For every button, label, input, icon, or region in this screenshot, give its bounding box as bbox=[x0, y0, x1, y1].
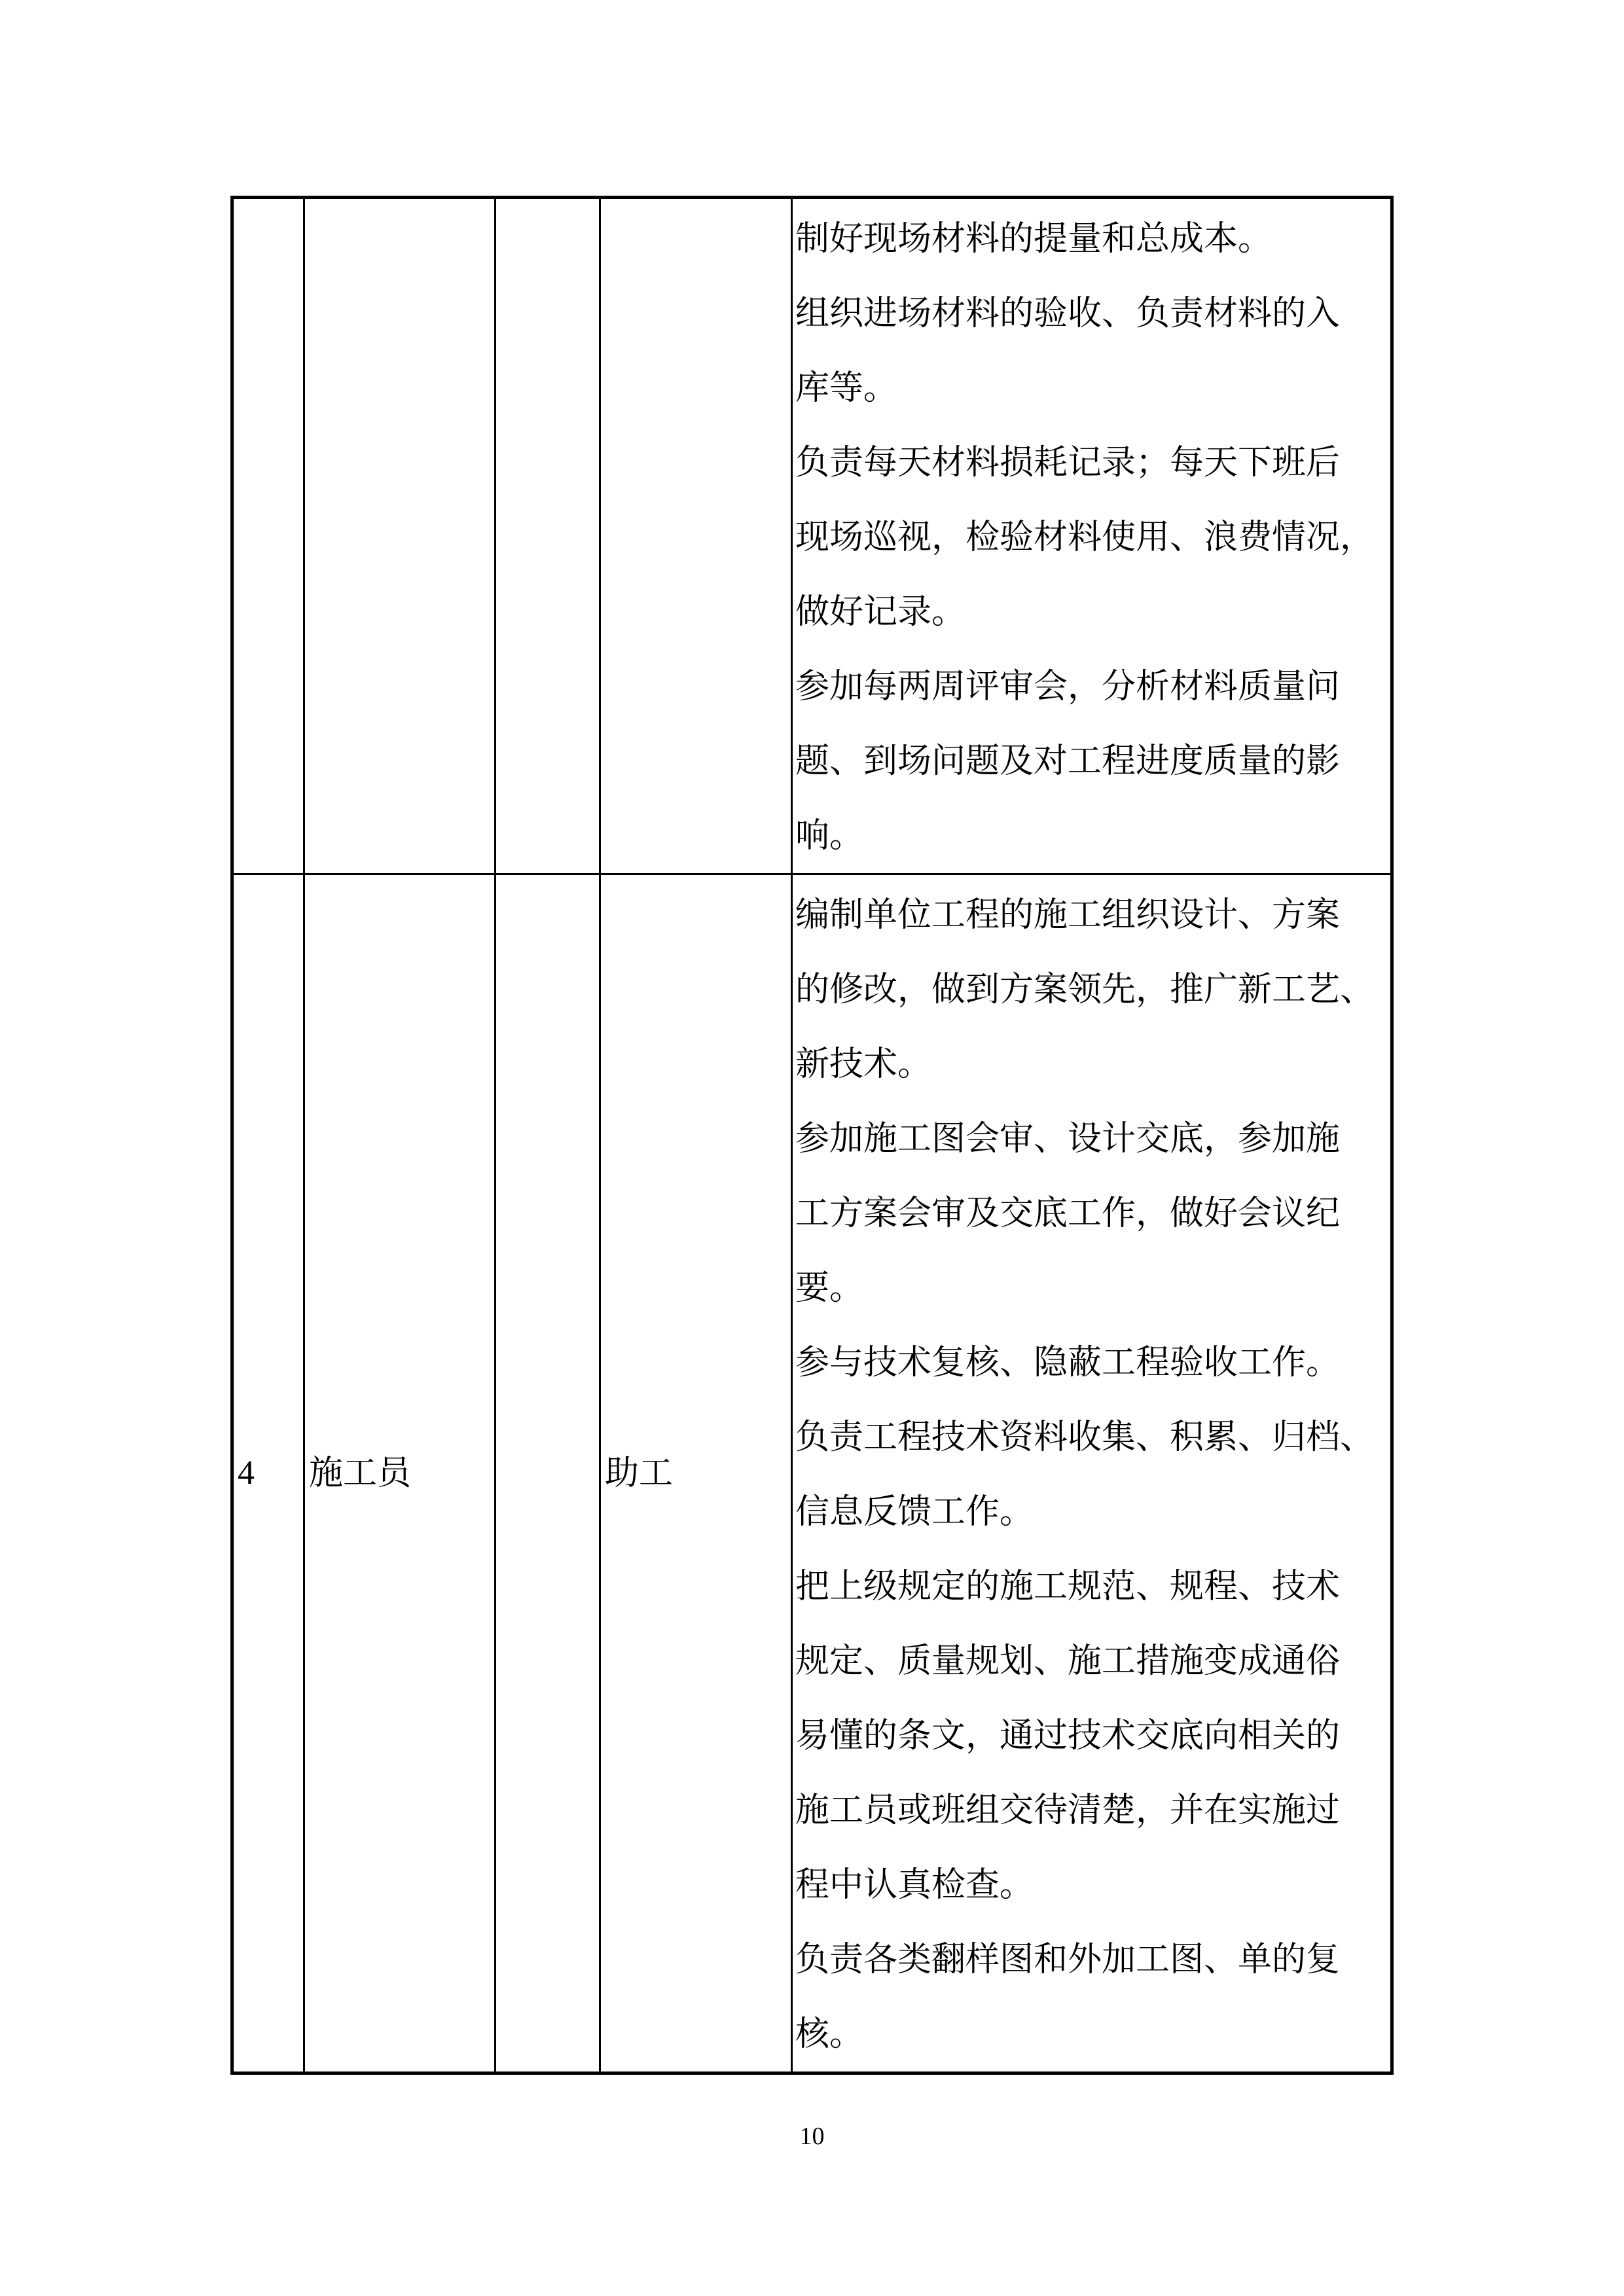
duty-line: 做好记录。 bbox=[795, 592, 966, 632]
duty-line: 题、到场问题及对工程进度质量的影 bbox=[795, 742, 1341, 781]
duty-item bbox=[795, 1325, 1386, 1400]
rank-cell: 助工 bbox=[600, 874, 792, 2073]
table-row bbox=[232, 874, 1392, 2073]
duty-table bbox=[230, 196, 1394, 2075]
duties-cell bbox=[792, 198, 1392, 874]
duty-item bbox=[795, 425, 1386, 649]
duty-item bbox=[795, 1400, 1386, 1549]
duty-line: 核。 bbox=[795, 2015, 864, 2054]
duty-item bbox=[795, 649, 1386, 873]
count-cell bbox=[496, 874, 600, 2073]
duty-line: 信息反馈工作。 bbox=[795, 1492, 1034, 1532]
duty-line: 负责各类翻样图和外加工图、单的复 bbox=[795, 1940, 1341, 1979]
duty-line: 程中认真检查。 bbox=[795, 1865, 1034, 1905]
table-row bbox=[232, 198, 1392, 874]
duty-line: 要。 bbox=[795, 1268, 864, 1308]
role-cell bbox=[304, 198, 496, 874]
duty-line: 库等。 bbox=[795, 368, 898, 408]
duty-line: 负责工程技术资料收集、积累、归档、 bbox=[795, 1418, 1375, 1457]
duty-line: 把上级规定的施工规范、规程、技术 bbox=[795, 1567, 1341, 1606]
row-number-cell bbox=[232, 198, 304, 874]
duty-line: 参加施工图会审、设计交底，参加施 bbox=[795, 1119, 1341, 1158]
count-cell bbox=[496, 198, 600, 874]
duty-line: 负责每天材料损耗记录；每天下班后 bbox=[795, 443, 1341, 482]
page-number: 10 bbox=[799, 2123, 825, 2150]
duty-line: 施工员或班组交待清楚，并在实施过 bbox=[795, 1791, 1341, 1830]
duty-line: 工方案会审及交底工作，做好会议纪 bbox=[795, 1194, 1341, 1233]
duty-line: 易懂的条文，通过技术交底向相关的 bbox=[795, 1716, 1341, 1755]
duty-line: 参加每两周评审会，分析材料质量问 bbox=[795, 667, 1341, 706]
duties-cell bbox=[792, 874, 1392, 2073]
duty-line: 现场巡视，检验材料使用、浪费情况， bbox=[795, 518, 1375, 557]
duty-item bbox=[795, 878, 1386, 1102]
duty-item bbox=[795, 1549, 1386, 1922]
duty-line: 规定、质量规划、施工措施变成通俗 bbox=[795, 1641, 1341, 1681]
duty-line: 编制单位工程的施工组织设计、方案 bbox=[795, 895, 1341, 935]
duty-line: 参与技术复核、隐蔽工程验收工作。 bbox=[795, 1343, 1341, 1382]
duty-item bbox=[795, 202, 1386, 276]
duty-line: 组织进场材料的验收、负责材料的入 bbox=[795, 294, 1341, 333]
duty-item bbox=[795, 1102, 1386, 1325]
role-cell: 施工员 bbox=[304, 874, 496, 2073]
duty-line: 制好现场材料的提量和总成本。 bbox=[795, 219, 1272, 259]
duty-line: 响。 bbox=[795, 816, 864, 855]
duty-item bbox=[795, 276, 1386, 425]
duty-line: 的修改，做到方案领先，推广新工艺、 bbox=[795, 970, 1375, 1009]
row-number-cell: 4 bbox=[232, 874, 304, 2073]
rank-cell bbox=[600, 198, 792, 874]
duty-item bbox=[795, 1922, 1386, 2072]
duty-line: 新技术。 bbox=[795, 1045, 932, 1084]
